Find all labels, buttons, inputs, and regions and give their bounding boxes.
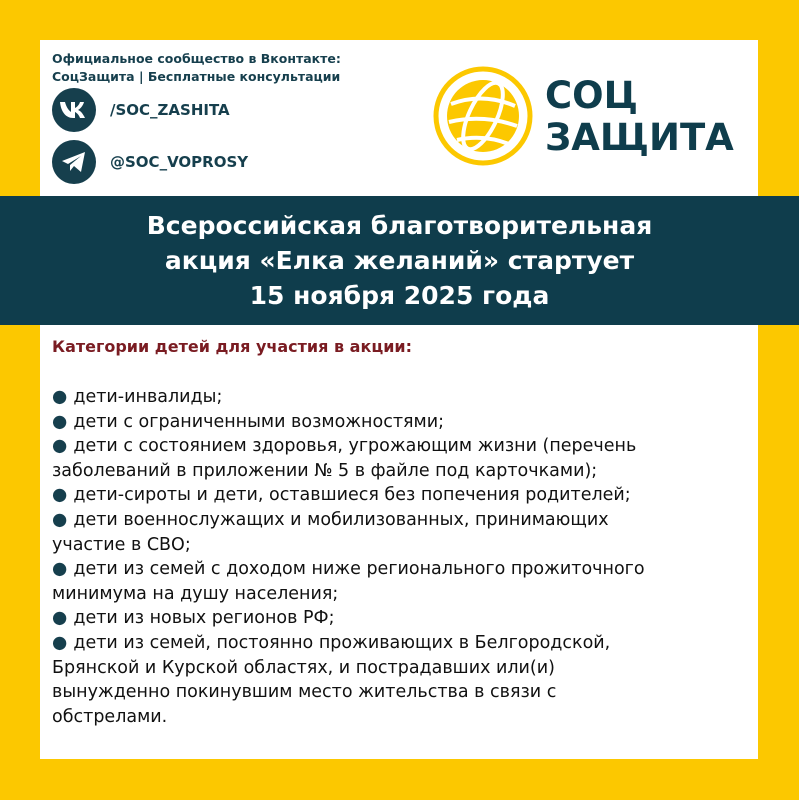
list-item [52, 385, 752, 410]
vk-link[interactable] [52, 88, 230, 132]
list-item [52, 434, 752, 483]
telegram-link[interactable] [52, 140, 248, 184]
globe-logo-icon [433, 66, 533, 170]
list-item-text: дети из новых регионов РФ; [73, 608, 335, 629]
list-item-text: дети с ограниченными возможностями; [73, 411, 445, 432]
list-item [52, 410, 752, 435]
list-item-text: участие в СВО; [52, 534, 191, 555]
list-item-line [52, 582, 752, 607]
bullet-icon: ● [52, 608, 74, 629]
list-item-line [52, 434, 752, 459]
bullet-icon: ● [52, 632, 74, 653]
list-item-line [52, 410, 752, 435]
list-item-text: дети с состоянием здоровья, угрожающим жизни (перечень [73, 436, 637, 457]
list-item-line [52, 705, 752, 730]
list-item-text: вынужденно покинувшим место жительства в связи с [52, 682, 557, 703]
list-item-text: дети из семей, постоянно проживающих в Белгородской, [73, 632, 611, 653]
list-item-line [52, 533, 752, 558]
categories-list [52, 385, 752, 729]
announcement-banner [0, 196, 799, 325]
list-item-line [52, 606, 752, 631]
categories-title: Категории детей для участия в акции: [52, 337, 413, 356]
bullet-icon: ● [52, 485, 74, 506]
list-item-line [52, 459, 752, 484]
brand-name [545, 75, 734, 159]
list-item [52, 557, 752, 606]
banner-line-3: 15 ноября 2025 года [249, 281, 550, 310]
bullet-icon: ● [52, 387, 74, 407]
list-item [52, 606, 752, 631]
list-item-line [52, 656, 752, 681]
list-item [52, 483, 752, 508]
brand-line-1: СОЦ [545, 74, 638, 117]
list-item [52, 631, 752, 729]
list-item-line [52, 631, 752, 656]
banner-line-1: Всероссийская благотворительная [146, 211, 653, 240]
telegram-handle: @SOC_VOPROSY [110, 153, 249, 171]
vk-handle: /SOC_ZASHITA [110, 101, 230, 119]
list-item-text: дети-инвалиды; [73, 387, 223, 407]
brand-line-2: ЗАЩИТА [545, 116, 734, 159]
bullet-icon: ● [52, 509, 74, 530]
community-line-2: СоцЗащита | Бесплатные консультации [52, 69, 341, 84]
list-item-line [52, 557, 752, 582]
vk-icon [52, 88, 96, 132]
list-item-text: дети военнослужащих и мобилизованных, принимающих [73, 509, 609, 530]
bullet-icon: ● [52, 559, 74, 580]
bullet-icon: ● [52, 411, 74, 432]
list-item-text: минимума на душу населения; [52, 583, 339, 604]
list-item-text: дети из семей с доходом ниже регионального прожиточного [73, 559, 645, 580]
list-item-text: дети-сироты и дети, оставшиеся без попечения родителей; [73, 485, 631, 506]
community-info [52, 50, 341, 86]
bullet-icon: ● [52, 436, 74, 457]
community-line-1: Официальное сообщество в Вконтакте: [52, 51, 341, 66]
list-item-line [52, 680, 752, 705]
list-item-text: обстрелами. [52, 706, 168, 727]
list-item-line [52, 508, 752, 533]
banner-line-2: акция «Елка желаний» стартует [164, 246, 635, 275]
list-item [52, 508, 752, 557]
telegram-icon [52, 140, 96, 184]
list-item-text: заболеваний в приложении № 5 в файле под карточками); [52, 460, 598, 481]
list-item-line [52, 385, 752, 410]
list-item-line [52, 483, 752, 508]
list-item-text: Брянской и Курской областях, и пострадавших или(и) [52, 657, 555, 678]
